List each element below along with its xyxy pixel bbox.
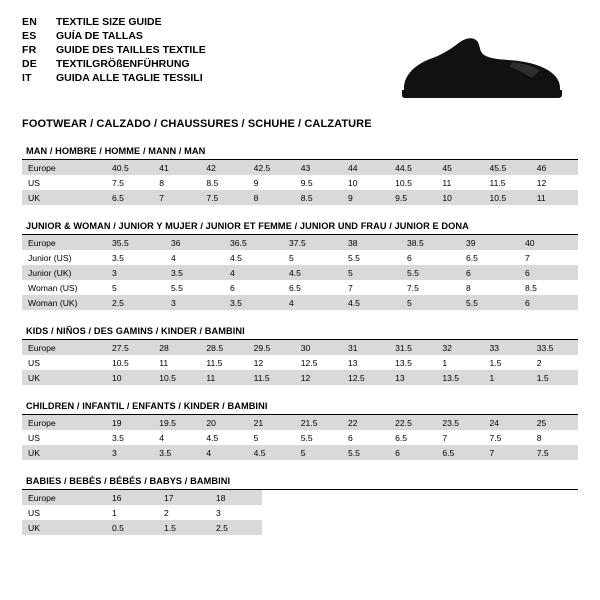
size-cell: 1.5 bbox=[158, 520, 210, 535]
size-cell: 40 bbox=[519, 235, 578, 250]
size-cell: 3 bbox=[106, 445, 153, 460]
size-cell: 8.5 bbox=[295, 190, 342, 205]
size-cell: 7 bbox=[348, 282, 353, 293]
group-title: MAN / HOMBRE / HOMME / MANN / MAN bbox=[22, 146, 578, 160]
size-group-junior-woman bbox=[22, 221, 578, 310]
size-cell: 11 bbox=[200, 370, 247, 385]
row-label: Junior (UK) bbox=[22, 265, 106, 280]
size-cell: 11.5 bbox=[248, 370, 295, 385]
size-table-body bbox=[22, 415, 578, 460]
size-cell: 32 bbox=[436, 340, 483, 355]
size-cell: 6 bbox=[389, 445, 436, 460]
size-cell: 4 bbox=[171, 252, 176, 263]
size-cell: 35.5 bbox=[106, 235, 165, 250]
size-cell: 3.5 bbox=[153, 445, 200, 460]
language-title-list-body bbox=[22, 16, 206, 86]
size-cell: 7.5 bbox=[531, 445, 578, 460]
size-cell: 25 bbox=[531, 415, 578, 430]
document-header bbox=[22, 16, 578, 108]
size-cell: 28.5 bbox=[200, 340, 247, 355]
row-label: US bbox=[28, 357, 40, 368]
size-cell: 6.5 bbox=[395, 432, 408, 443]
row-label: Europe bbox=[22, 340, 106, 355]
size-cell: 42 bbox=[200, 160, 247, 175]
size-cell: 17 bbox=[158, 490, 210, 505]
table-row bbox=[22, 250, 578, 265]
size-cell: 45 bbox=[436, 160, 483, 175]
row-label: Europe bbox=[22, 235, 106, 250]
table-row bbox=[22, 505, 262, 520]
size-group-kids bbox=[22, 326, 578, 385]
size-cell: 11 bbox=[531, 190, 578, 205]
size-cell: 29.5 bbox=[248, 340, 295, 355]
language-title: GUIDA ALLE TAGLIE TESSILI bbox=[56, 72, 203, 84]
language-row bbox=[22, 30, 206, 44]
size-cell: 9.5 bbox=[300, 177, 313, 188]
size-cell: 3.5 bbox=[112, 432, 124, 443]
size-cell: 10.5 bbox=[395, 177, 412, 188]
size-cell: 36.5 bbox=[224, 235, 283, 250]
size-cell: 9 bbox=[342, 190, 389, 205]
size-cell: 4 bbox=[224, 265, 283, 280]
size-cell: 0.5 bbox=[106, 520, 158, 535]
size-cell: 18 bbox=[210, 490, 262, 505]
size-cell: 7 bbox=[484, 445, 531, 460]
size-cell: 12 bbox=[253, 357, 264, 368]
size-cell: 10 bbox=[347, 177, 358, 188]
size-cell: 39 bbox=[460, 235, 519, 250]
row-label: US bbox=[28, 432, 40, 443]
size-table-kids bbox=[22, 340, 578, 385]
size-cell: 3.5 bbox=[165, 265, 224, 280]
size-cell: 7 bbox=[153, 190, 200, 205]
size-table-body bbox=[22, 340, 578, 385]
size-cell: 3 bbox=[165, 295, 224, 310]
row-label: Woman (US) bbox=[28, 282, 78, 293]
group-title: CHILDREN / INFANTIL / ENFANTS / KINDER / BAMBINI bbox=[22, 401, 578, 415]
size-cell: 5.5 bbox=[401, 265, 460, 280]
size-group-babies bbox=[22, 476, 578, 535]
size-cell: 38 bbox=[342, 235, 401, 250]
group-title: KIDS / NIÑOS / DES GAMINS / KINDER / BAMBINI bbox=[22, 326, 578, 340]
size-cell: 8 bbox=[536, 432, 542, 443]
size-cell: 11 bbox=[159, 357, 169, 368]
size-cell: 10.5 bbox=[153, 370, 200, 385]
size-cell: 6.5 bbox=[106, 190, 153, 205]
size-cell: 4.5 bbox=[283, 265, 342, 280]
size-cell: 8 bbox=[466, 282, 471, 293]
size-cell: 7.5 bbox=[112, 177, 124, 188]
row-label: Woman (UK) bbox=[22, 295, 106, 310]
size-cell: 3.5 bbox=[112, 252, 124, 263]
group-title: BABIES / BEBÉS / BÉBÉS / BABYS / BAMBINI bbox=[22, 476, 578, 490]
size-group-man bbox=[22, 146, 578, 205]
size-cell: 22.5 bbox=[389, 415, 436, 430]
size-cell: 33 bbox=[484, 340, 531, 355]
size-cell: 12.5 bbox=[300, 357, 318, 368]
size-cell: 8 bbox=[159, 177, 164, 188]
size-cell: 6.5 bbox=[289, 282, 301, 293]
size-cell: 28 bbox=[153, 340, 200, 355]
table-row bbox=[22, 490, 262, 505]
row-label: UK bbox=[22, 520, 106, 535]
size-cell: 3 bbox=[216, 507, 221, 518]
table-row bbox=[22, 265, 578, 280]
size-table-body bbox=[22, 235, 578, 310]
row-label: US bbox=[28, 507, 40, 518]
size-cell: 4 bbox=[283, 295, 342, 310]
language-title: TEXTILE SIZE GUIDE bbox=[56, 16, 162, 28]
dress-shoe-icon bbox=[386, 32, 566, 104]
size-cell: 10 bbox=[436, 190, 483, 205]
size-cell: 7 bbox=[442, 432, 448, 443]
table-row bbox=[22, 280, 578, 295]
size-cell: 6.5 bbox=[466, 252, 478, 263]
size-cell: 19 bbox=[106, 415, 153, 430]
size-cell: 6 bbox=[519, 265, 578, 280]
size-cell: 1.5 bbox=[489, 357, 502, 368]
table-row bbox=[22, 235, 578, 250]
language-code: FR bbox=[22, 44, 37, 56]
size-cell: 4 bbox=[200, 445, 247, 460]
size-cell: 5.5 bbox=[171, 282, 183, 293]
row-label: Europe bbox=[22, 160, 106, 175]
size-cell: 13.5 bbox=[436, 370, 483, 385]
size-cell: 6 bbox=[230, 282, 235, 293]
row-label: UK bbox=[22, 370, 106, 385]
size-cell: 6 bbox=[407, 252, 412, 263]
size-cell: 21.5 bbox=[295, 415, 342, 430]
size-cell: 41 bbox=[153, 160, 200, 175]
size-cell: 31.5 bbox=[389, 340, 436, 355]
size-cell: 4 bbox=[159, 432, 164, 443]
language-title: GUÍA DE TALLAS bbox=[56, 30, 143, 42]
size-cell: 1 bbox=[484, 370, 531, 385]
table-row bbox=[22, 190, 578, 205]
row-label: UK bbox=[22, 445, 106, 460]
size-cell: 9.5 bbox=[389, 190, 436, 205]
row-label: Europe bbox=[22, 490, 106, 505]
size-cell: 7.5 bbox=[489, 432, 502, 443]
size-cell: 11 bbox=[442, 177, 452, 188]
size-cell: 43 bbox=[295, 160, 342, 175]
size-cell: 7.5 bbox=[200, 190, 247, 205]
size-cell: 6 bbox=[519, 295, 578, 310]
size-cell: 2 bbox=[164, 507, 169, 518]
size-cell: 4.5 bbox=[342, 295, 401, 310]
size-cell: 22 bbox=[342, 415, 389, 430]
size-cell: 5.5 bbox=[342, 445, 389, 460]
size-cell: 36 bbox=[165, 235, 224, 250]
language-row bbox=[22, 44, 206, 58]
size-table-children bbox=[22, 415, 578, 460]
size-cell: 8.5 bbox=[206, 177, 219, 188]
size-cell: 13.5 bbox=[395, 357, 412, 368]
size-cell: 3 bbox=[106, 265, 165, 280]
size-cell: 20 bbox=[200, 415, 247, 430]
size-cell: 1.5 bbox=[531, 370, 578, 385]
language-row bbox=[22, 16, 206, 30]
size-cell: 1 bbox=[442, 357, 448, 368]
size-table-body bbox=[22, 160, 578, 205]
size-cell: 21 bbox=[248, 415, 295, 430]
language-row bbox=[22, 72, 206, 86]
size-cell: 16 bbox=[106, 490, 158, 505]
size-group-children bbox=[22, 401, 578, 460]
size-table-junior-woman bbox=[22, 235, 578, 310]
size-cell: 1 bbox=[112, 507, 117, 518]
language-code: DE bbox=[22, 58, 37, 70]
size-cell: 8 bbox=[248, 190, 295, 205]
size-cell: 13 bbox=[347, 357, 358, 368]
size-table-babies bbox=[22, 490, 262, 535]
babies-table-wrap bbox=[22, 490, 262, 535]
size-cell: 2.5 bbox=[210, 520, 262, 535]
size-cell: 10.5 bbox=[112, 357, 129, 368]
language-row bbox=[22, 58, 206, 72]
language-code: EN bbox=[22, 16, 37, 28]
size-cell: 6 bbox=[347, 432, 353, 443]
table-row bbox=[22, 415, 578, 430]
size-cell: 44 bbox=[342, 160, 389, 175]
size-cell: 38.5 bbox=[401, 235, 460, 250]
size-cell: 5 bbox=[253, 432, 259, 443]
row-label: Junior (US) bbox=[28, 252, 72, 263]
table-row bbox=[22, 295, 578, 310]
size-cell: 5 bbox=[342, 265, 401, 280]
size-cell: 7 bbox=[525, 252, 530, 263]
row-label: Europe bbox=[22, 415, 106, 430]
table-row bbox=[22, 340, 578, 355]
size-cell: 5 bbox=[289, 252, 294, 263]
size-cell: 12.5 bbox=[342, 370, 389, 385]
table-row bbox=[22, 175, 578, 190]
size-cell: 3.5 bbox=[224, 295, 283, 310]
size-cell: 19.5 bbox=[153, 415, 200, 430]
size-cell: 5.5 bbox=[348, 252, 360, 263]
size-cell: 24 bbox=[484, 415, 531, 430]
size-cell: 5.5 bbox=[300, 432, 313, 443]
table-row bbox=[22, 160, 578, 175]
category-title: FOOTWEAR / CALZADO / CHAUSSURES / SCHUHE / CALZATURE bbox=[22, 118, 372, 130]
size-cell: 2.5 bbox=[106, 295, 165, 310]
size-cell: 5 bbox=[295, 445, 342, 460]
size-cell: 30 bbox=[295, 340, 342, 355]
size-cell: 8.5 bbox=[525, 282, 537, 293]
size-table-body bbox=[22, 490, 262, 535]
size-cell: 42.5 bbox=[248, 160, 295, 175]
size-cell: 5.5 bbox=[460, 295, 519, 310]
language-title: GUIDE DES TAILLES TEXTILE bbox=[56, 44, 206, 56]
size-cell: 6 bbox=[460, 265, 519, 280]
size-cell: 11.5 bbox=[489, 177, 506, 188]
size-cell: 45.5 bbox=[484, 160, 531, 175]
table-row bbox=[22, 520, 262, 535]
language-code: IT bbox=[22, 72, 32, 84]
size-cell: 12 bbox=[295, 370, 342, 385]
size-cell: 10.5 bbox=[484, 190, 531, 205]
size-cell: 9 bbox=[253, 177, 259, 188]
size-cell: 4.5 bbox=[230, 252, 242, 263]
size-cell: 46 bbox=[531, 160, 578, 175]
table-row bbox=[22, 445, 578, 460]
table-row bbox=[22, 370, 578, 385]
row-label: US bbox=[28, 177, 40, 188]
size-cell: 44.5 bbox=[389, 160, 436, 175]
size-cell: 4.5 bbox=[206, 432, 219, 443]
row-label: UK bbox=[22, 190, 106, 205]
size-cell: 33.5 bbox=[531, 340, 578, 355]
size-cell: 27.5 bbox=[106, 340, 153, 355]
language-title: TEXTILGRÖßENFÜHRUNG bbox=[56, 58, 190, 70]
size-cell: 10 bbox=[106, 370, 153, 385]
size-table-man bbox=[22, 160, 578, 205]
size-cell: 23.5 bbox=[436, 415, 483, 430]
size-cell: 6.5 bbox=[436, 445, 483, 460]
size-cell: 37.5 bbox=[283, 235, 342, 250]
size-cell: 31 bbox=[342, 340, 389, 355]
language-code: ES bbox=[22, 30, 37, 42]
table-row bbox=[22, 430, 578, 445]
size-cell: 40.5 bbox=[106, 160, 153, 175]
size-cell: 4.5 bbox=[248, 445, 295, 460]
language-title-list bbox=[22, 16, 206, 86]
size-cell: 12 bbox=[536, 177, 547, 188]
size-cell: 7.5 bbox=[407, 282, 419, 293]
size-cell: 11.5 bbox=[206, 357, 223, 368]
size-cell: 5 bbox=[112, 282, 117, 293]
table-row bbox=[22, 355, 578, 370]
size-cell: 13 bbox=[389, 370, 436, 385]
group-title: JUNIOR & WOMAN / JUNIOR Y MUJER / JUNIOR ET FEMME / JUNIOR UND FRAU / JUNIOR E DONA bbox=[22, 221, 578, 235]
size-cell: 5 bbox=[401, 295, 460, 310]
size-cell: 2 bbox=[536, 357, 542, 368]
